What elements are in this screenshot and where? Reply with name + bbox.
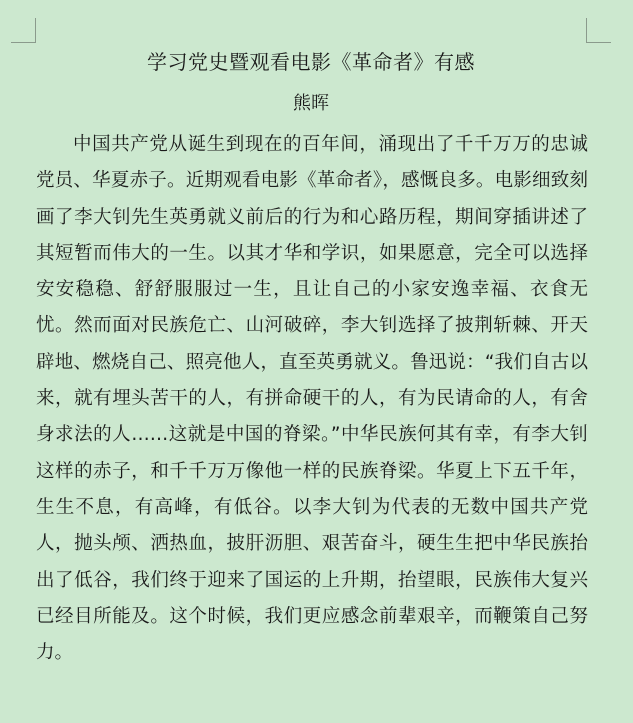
document-author: 熊晖 <box>293 93 329 114</box>
page-margin-corner-top-right <box>586 18 611 43</box>
document-title: 学习党史暨观看电影《革命者》有感 <box>147 50 475 74</box>
page-margin-corner-top-left <box>11 18 36 43</box>
document-body-paragraph: 中国共产党从诞生到现在的百年间，涌现出了千千万万的忠诚党员、华夏赤子。近期观看电影《革命者》，感慨良多。电影细致刻画了李大钊先生英勇就义前后的行为和心路历程，期间穿插讲述了其短暂而伟大的一生。以其才华和学识，如果愿意，完全可以选择安安稳稳、舒舒服服过一生，且让自己的小家安逸幸福、衣食无忧。然而面对民族危亡、山河破碎，李大钊选择了披荆斩棘、开天辟地、燃烧自己、照亮他人，直至英勇就义。鲁迅说：“我们自古以来，就有埋头苦干的人，有拼命硬干的人，有为民请命的人，有舍身求法的人……这就是中国的脊梁。”中华民族何其有幸，有李大钊这样的赤子，和千千万万像他一样的民族脊梁。华夏上下五千年，生生不息，有高峰，有低谷。以李大钊为代表的无数中国共产党人，抛头颅、洒热血，披肝沥胆、艰苦奋斗，硬生生把中华民族抬出了低谷，我们终于迎来了国运的上升期，抬望眼，民族伟大复兴已经目所能及。这个时候，我们更应感念前辈艰辛，而鞭策自己努力。 <box>36 134 588 664</box>
